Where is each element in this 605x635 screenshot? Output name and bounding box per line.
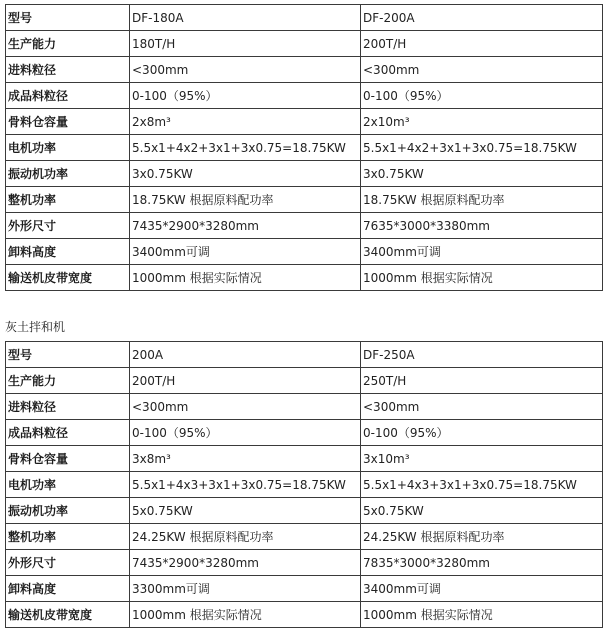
row-label: 进料粒径: [6, 57, 130, 83]
table-row: [6, 239, 603, 265]
table-cell: 3x0.75KW: [361, 161, 603, 187]
table-cell: 5.5x1+4x2+3x1+3x0.75=18.75KW: [361, 135, 603, 161]
row-label: 成品料粒径: [6, 420, 130, 446]
row-label: 外形尺寸: [6, 213, 130, 239]
table-cell: DF-200A: [361, 5, 603, 31]
table-row: [6, 187, 603, 213]
table-row: [6, 135, 603, 161]
table-row: [6, 446, 603, 472]
table-cell: 5x0.75KW: [130, 498, 361, 524]
table-row: [6, 498, 603, 524]
table-cell: 0-100（95%）: [361, 83, 603, 109]
table-cell: <300mm: [130, 57, 361, 83]
row-label: 输送机皮带宽度: [6, 265, 130, 291]
row-label: 振动机功率: [6, 161, 130, 187]
table-cell: 1000mm 根据实际情况: [130, 265, 361, 291]
row-label: 振动机功率: [6, 498, 130, 524]
table-cell: 180T/H: [130, 31, 361, 57]
table-cell: 200A: [130, 342, 361, 368]
table-cell: 1000mm 根据实际情况: [361, 265, 603, 291]
table-row: [6, 472, 603, 498]
row-label: 生产能力: [6, 368, 130, 394]
spec-table-2: [5, 341, 603, 628]
table-cell: 3x10m³: [361, 446, 603, 472]
table-cell: 3300mm可调: [130, 576, 361, 602]
table-cell: 1000mm 根据实际情况: [130, 602, 361, 628]
table-cell: <300mm: [361, 57, 603, 83]
row-label: 成品料粒径: [6, 83, 130, 109]
table-row: [6, 57, 603, 83]
table-row: [6, 602, 603, 628]
row-label: 生产能力: [6, 31, 130, 57]
table-cell: 24.25KW 根据原料配功率: [130, 524, 361, 550]
row-label: 进料粒径: [6, 394, 130, 420]
table-cell: 200T/H: [130, 368, 361, 394]
table-row: [6, 420, 603, 446]
table-cell: DF-250A: [361, 342, 603, 368]
row-label: 整机功率: [6, 524, 130, 550]
row-label: 卸料高度: [6, 576, 130, 602]
table-cell: 0-100（95%）: [361, 420, 603, 446]
table-row: [6, 550, 603, 576]
row-label: 电机功率: [6, 135, 130, 161]
row-label: 骨料仓容量: [6, 446, 130, 472]
table-cell: 200T/H: [361, 31, 603, 57]
table-cell: 5.5x1+4x3+3x1+3x0.75=18.75KW: [361, 472, 603, 498]
table-row: [6, 161, 603, 187]
row-label: 输送机皮带宽度: [6, 602, 130, 628]
table-cell: 7835*3000*3280mm: [361, 550, 603, 576]
row-label: 电机功率: [6, 472, 130, 498]
table-cell: 3400mm可调: [361, 576, 603, 602]
table-cell: 7435*2900*3280mm: [130, 550, 361, 576]
table-cell: <300mm: [361, 394, 603, 420]
table-row: [6, 213, 603, 239]
table-row: [6, 576, 603, 602]
table-cell: 24.25KW 根据原料配功率: [361, 524, 603, 550]
table-row: [6, 368, 603, 394]
table-row: [6, 31, 603, 57]
table-cell: 3x0.75KW: [130, 161, 361, 187]
table-row: [6, 342, 603, 368]
table-cell: 2x10m³: [361, 109, 603, 135]
table-row: [6, 109, 603, 135]
section-title: 灰土拌和机: [5, 320, 66, 334]
row-label: 型号: [6, 5, 130, 31]
table-cell: 18.75KW 根据原料配功率: [361, 187, 603, 213]
table-cell: DF-180A: [130, 5, 361, 31]
spec-table-1: [5, 4, 603, 291]
row-label: 整机功率: [6, 187, 130, 213]
table-cell: 7435*2900*3280mm: [130, 213, 361, 239]
row-label: 卸料高度: [6, 239, 130, 265]
table-cell: 2x8m³: [130, 109, 361, 135]
table-cell: 250T/H: [361, 368, 603, 394]
table-cell: <300mm: [130, 394, 361, 420]
table-cell: 7635*3000*3380mm: [361, 213, 603, 239]
table-row: [6, 265, 603, 291]
table-cell: 5.5x1+4x2+3x1+3x0.75=18.75KW: [130, 135, 361, 161]
table-cell: 5x0.75KW: [361, 498, 603, 524]
table-row: [6, 5, 603, 31]
table-row: [6, 524, 603, 550]
row-label: 外形尺寸: [6, 550, 130, 576]
table-cell: 3x8m³: [130, 446, 361, 472]
row-label: 骨料仓容量: [6, 109, 130, 135]
table-cell: 5.5x1+4x3+3x1+3x0.75=18.75KW: [130, 472, 361, 498]
table-cell: 0-100（95%）: [130, 83, 361, 109]
row-label: 型号: [6, 342, 130, 368]
table-cell: 3400mm可调: [130, 239, 361, 265]
table-row: [6, 394, 603, 420]
table-cell: 0-100（95%）: [130, 420, 361, 446]
table-row: [6, 83, 603, 109]
table-cell: 3400mm可调: [361, 239, 603, 265]
table-cell: 1000mm 根据实际情况: [361, 602, 603, 628]
table-cell: 18.75KW 根据原料配功率: [130, 187, 361, 213]
